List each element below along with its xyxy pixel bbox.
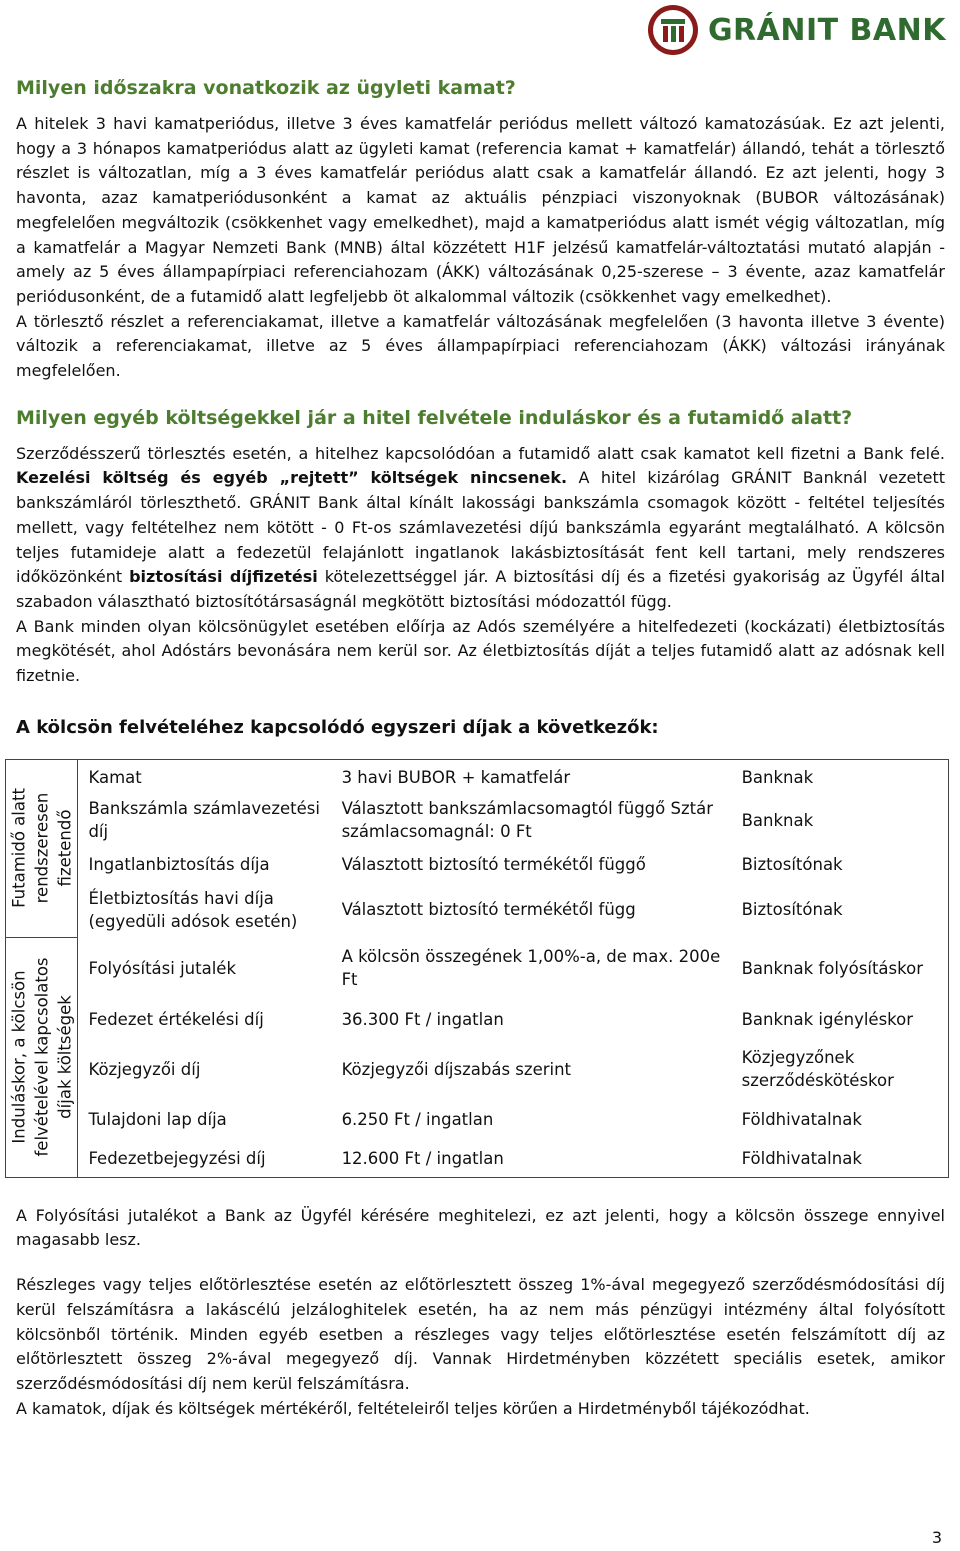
fee-payee: Banknak folyósításkor xyxy=(732,937,949,999)
section2-heading: Milyen egyéb költségekkel jár a hitel felvétele induláskor és a futamidő alatt? xyxy=(16,406,853,429)
document-body xyxy=(9,74,945,1421)
page-number: 3 xyxy=(931,1528,942,1547)
bank-logo xyxy=(646,2,946,58)
group1-label: Futamidő alatt rendszeresen fizetendő xyxy=(9,788,75,909)
fees-table xyxy=(5,759,949,1178)
fee-amount: Közjegyzői díjszabás szerint xyxy=(341,1059,572,1079)
fee-amount: Választott biztosító termékétől függ xyxy=(341,900,636,920)
fee-payee: Biztosítónak xyxy=(732,882,949,937)
fee-name: Fedezetbejegyzési díj xyxy=(78,1139,332,1177)
fee-name: Fedezet értékelési díj xyxy=(88,1009,264,1029)
group2-label-cell xyxy=(6,937,78,1177)
table-row xyxy=(6,1039,949,1099)
section1-paragraph-2: A törlesztő részlet a referenciakamat, illetve a kamatfelár változásának megfelelően (3 havonta illetve 3 évente) változik a referenciakamat, illetve az 5 éves állampapírpiaci referenciahozam (ÁKK) változási irányának megfelelően. xyxy=(16,311,945,381)
fee-payee: Biztosítónak xyxy=(732,846,949,882)
fee-amount: 3 havi BUBOR + kamatfelár xyxy=(332,759,732,794)
fee-name: Tulajdoni lap díja xyxy=(88,1109,227,1129)
fee-payee: Banknak igényléskor xyxy=(732,999,949,1039)
table-row xyxy=(6,1099,949,1139)
table-row xyxy=(6,846,949,882)
fee-amount: A kölcsön összegének 1,00%-a, de max. 200e Ft xyxy=(341,947,721,990)
fee-payee: Banknak xyxy=(732,759,949,794)
fee-payee: Földhivatalnak xyxy=(732,1139,949,1177)
note-paragraph-1: A Folyósítási jutalékot a Bank az Ügyfél kérésére meghitelezi, ez azt jelenti, hogy a kölcsön összege ennyivel magasabb lesz. xyxy=(16,1205,945,1250)
section2-paragraph-2: A Bank minden olyan kölcsönügylet esetében előírja az Adós személyére a hitelfedezeti (kockázati) életbiztosítás megkötését, ahol Adóstárs bevonására nem kerül sor. Az életbiztosítás díját a teljes futamidő alatt az adósnak kell fizetnie. xyxy=(16,616,945,686)
p1-text-b: A hitel kizárólag GRÁNIT Banknál vezetett bankszámláról törleszthető. GRÁNIT Bank által kínált lakossági bankszámla csomagok között - feltétel teljesítés mellett, vagy feltételhez nem kötött - 0 Ft-os számlavezetési díjú bankszámla egyaránt megtalálható. A kölcsön teljes futamideje alatt a fedezetül felajánlott ingatlanok lakásbiztosítását fent kell tartani, mely rendszeres időközönként xyxy=(16,468,945,587)
table-row xyxy=(6,882,949,937)
fee-amount: 36.300 Ft / ingatlan xyxy=(341,1009,504,1029)
note-paragraph-2: Részleges vagy teljes előtörlesztése esetén az előtörlesztett összeg 1%-ával megegyező szerződésmódosítási díj kerül felszámításra a lakáscélú jelzáloghitelek esetén, ha az nem más pénzügyi intézmény által folyósított kölcsönből történik. Minden egyéb esetben a részleges vagy teljes előtörlesztése esetén felszámított díj az előtörlesztett összeg 2%-ával megegyező díj. Vannak Hirdetményben közzétett speciális esetek, amikor szerződésmódosítási díj nem kerül felszámításra. xyxy=(16,1275,945,1393)
fee-payee: Banknak xyxy=(732,794,949,846)
fee-name: Ingatlanbiztosítás díja xyxy=(88,854,270,874)
p1-text-a: Szerződésszerű törlesztés esetén, a hitelhez kapcsolódóan a futamidő alatt csak kamatot kell fizetni a Bank felé. xyxy=(16,443,945,463)
fee-name: Bankszámla számlavezetési díj xyxy=(88,799,320,842)
p1-bold: Kezelési költség és egyéb „rejtett” költségek nincsenek. xyxy=(16,468,568,488)
table-row xyxy=(6,937,949,999)
p1-bold-2: biztosítási díjfizetési xyxy=(129,567,318,587)
fee-name: Életbiztosítás havi díja (egyedüli adósok esetén) xyxy=(88,888,298,931)
fee-payee: Földhivatalnak xyxy=(732,1099,949,1139)
table-row xyxy=(6,759,949,794)
fees-heading: A kölcsön felvételéhez kapcsolódó egyszeri díjak a következők: xyxy=(16,716,659,738)
group2-label: Induláskor, a kölcsön felvételével kapcsolatos díjak költségek xyxy=(9,957,75,1157)
table-row xyxy=(6,999,949,1039)
section2-paragraph-1 xyxy=(16,442,945,615)
fee-payee: Közjegyzőnek szerződéskötéskor xyxy=(732,1039,949,1099)
fee-amount: 12.600 Ft / ingatlan xyxy=(332,1139,732,1177)
fee-name: Közjegyzői díj xyxy=(88,1059,201,1079)
fee-amount: Választott bankszámlacsomagtól függő Sztár számlacsomagnál: 0 Ft xyxy=(341,799,713,842)
logo-text: GRÁNIT BANK xyxy=(707,12,946,48)
table-row xyxy=(6,794,949,846)
table-row xyxy=(6,1139,949,1177)
fee-name: Folyósítási jutalék xyxy=(88,958,236,978)
granit-bank-logo-icon xyxy=(646,3,700,57)
p1-text-c: kötelezettséggel jár. A biztosítási díj és a fizetési gyakoriság az Ügyfél által szabadon választható biztosítótársaságnál megkötött biztosítási módozattól függ. xyxy=(16,567,945,611)
note-paragraph-3: A kamatok, díjak és költségek mértékéről, feltételeiről teljes körűen a Hirdetményből tájékozódhat. xyxy=(16,1398,810,1418)
section1-paragraph-1: A hitelek 3 havi kamatperiódus, illetve 3 éves kamatfelár periódus mellett változó kamatozásúak. Ez azt jelenti, hogy a 3 hónapos kamatperiódus alatt az ügyleti kamat (referencia kamat + kamatfelár) állandó, tehát a törlesztő részlet is változatlan, míg a 3 éves kamatfelár periódus alatt csak a kamatfelár állandó. Ez azt jelenti, hogy 3 havonta, azaz kamatperiódusonként a kamat az aktuális pénzpiaci viszonyoknak (BUBOR változásának) megfelelően megváltozik (csökkenhet vagy emelkedhet), majd a kamatperiódus alatt ismét végig változatlan, míg a kamatfelár a Magyar Nemzeti Bank (MNB) által közzétett H1F jelzésű kamatfelár-változtatási mutató alapján - amely az 5 éves állampapírpiaci referenciahozam (ÁKK) változásának 0,25-szerese – 3 évente, azaz kamatfelár periódusonként, de a futamidő alatt legfeljebb öt alkalommal változik (csökkenhet vagy emelkedhet). xyxy=(16,114,945,306)
group1-label-cell xyxy=(6,759,78,937)
fee-amount: Választott biztosító termékétől függő xyxy=(341,854,646,874)
fee-name: Kamat xyxy=(78,759,332,794)
section1-heading: Milyen időszakra vonatkozik az ügyleti kamat? xyxy=(16,77,516,99)
fee-amount: 6.250 Ft / ingatlan xyxy=(341,1109,494,1129)
